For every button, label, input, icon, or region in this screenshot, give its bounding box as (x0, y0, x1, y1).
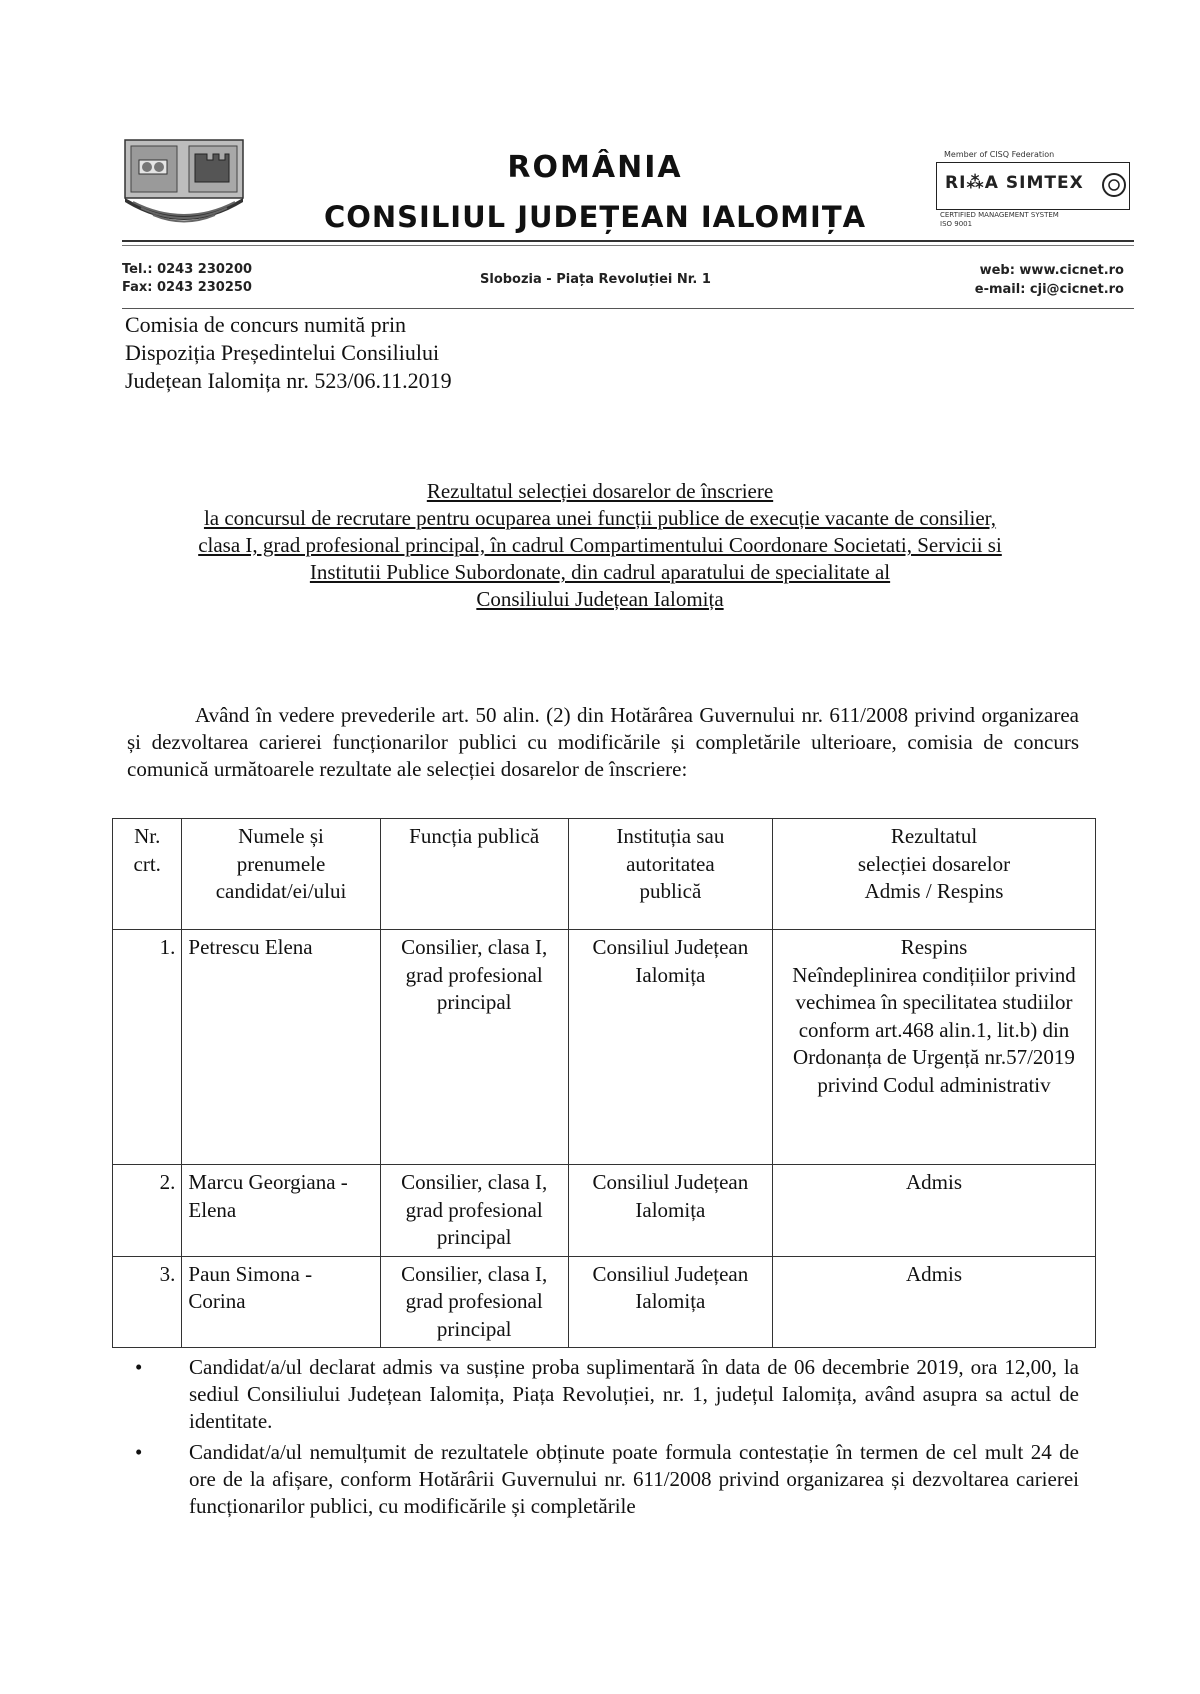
letterhead-country: ROMÂNIA (507, 150, 683, 185)
title-line-5: Consiliului Județean Ialomița (476, 587, 724, 611)
committee-line-1: Comisia de concurs numită prin (125, 312, 407, 337)
letterhead-divider (122, 240, 1134, 242)
contact-divider (122, 308, 1134, 309)
cell-nr: 3. (113, 1256, 182, 1348)
header-function (380, 819, 568, 930)
header-institution-line-1: Instituția sau (616, 824, 725, 848)
cell-institution: Consiliul Județean Ialomița (568, 930, 772, 1165)
header-institution (568, 819, 772, 930)
cell-function: Consilier, clasa I, grad profesional principal (380, 1256, 568, 1348)
contact-email: e-mail: cji@cicnet.ro (974, 282, 1124, 297)
committee-line-2: Dispoziția Președintelui Consiliului (125, 340, 440, 365)
cert-brand-text: RI⁂A SIMTEX (945, 173, 1084, 193)
header-result (773, 819, 1096, 930)
contact-fax: Fax: 0243 230250 (122, 280, 252, 295)
result-status: Admis (905, 1170, 962, 1194)
header-name-line-3: candidat/ei/ului (215, 879, 347, 903)
letterhead-divider-thin (122, 245, 1134, 246)
title-line-2: la concursul de recrutare pentru ocuparea unei funcții publice de execuție vacante de consilier, (203, 506, 997, 530)
header-function-text: Funcția publică (409, 824, 540, 848)
title-line-4: Institutii Publice Subordonate, din cadrul aparatului de specialitate al (309, 560, 891, 584)
contact-phone: Tel.: 0243 230200 (122, 262, 253, 277)
header-nr-line-1: Nr. (134, 824, 161, 848)
cell-candidate-name: Paun Simona - Corina (182, 1256, 380, 1348)
cell-result (773, 930, 1096, 1165)
cert-iso-text: ISO 9001 (940, 220, 973, 228)
header-nr-line-2: crt. (133, 851, 161, 876)
header-result-line-1: Rezultatul (890, 824, 978, 848)
header-result-line-2: selecției dosarelor (857, 851, 1011, 876)
committee-line-3: Județean Ialomița nr. 523/06.11.2019 (125, 368, 452, 393)
letterhead-council-name: CONSILIUL JUDEȚEAN IALOMIȚA (323, 200, 867, 234)
certification-badge (936, 150, 1132, 234)
cell-institution: Consiliul Județean Ialomița (568, 1256, 772, 1348)
county-coat-of-arms-logo (123, 138, 245, 230)
cell-function: Consilier, clasa I, grad profesional principal (380, 1165, 568, 1257)
cell-result (773, 1256, 1096, 1348)
bullet-icon: • (135, 1355, 143, 1379)
note-text: Candidat/a/ul declarat admis va susține proba suplimentară în data de 06 decembrie 2019, ora 12,00, la sediul Consiliului Județean Ialomița, Piața Revoluției, nr. 1, județul Ialomița, având asupra sa actul de identitate. (189, 1355, 1079, 1433)
header-institution-line-3: publică (639, 879, 702, 903)
table-row (113, 1256, 1096, 1348)
table-header-row (113, 819, 1096, 930)
table-row (113, 930, 1096, 1165)
intro-paragraph (127, 702, 1079, 783)
cell-nr: 1. (113, 930, 182, 1165)
result-status: Respins (900, 935, 968, 959)
table-row (113, 1165, 1096, 1257)
document-title (120, 478, 1080, 613)
list-item (127, 1354, 1079, 1435)
note-text: Candidat/a/ul nemulțumit de rezultatele obținute poate formula contestație în termen de cel mult 24 de ore de la afișare, conform Hotărârii Guvernului nr. 611/2008 privind organizarea și dezvoltarea carierei funcționarilor publici, cu modificările și completările (189, 1440, 1079, 1518)
cert-member-text: Member of CISQ Federation (944, 150, 1055, 159)
header-nr (113, 819, 182, 930)
cell-result (773, 1165, 1096, 1257)
cell-institution: Consiliul Județean Ialomița (568, 1165, 772, 1257)
header-name-line-2: prenumele (236, 851, 326, 876)
contact-web: web: www.cicnet.ro (979, 263, 1124, 278)
list-item (127, 1439, 1079, 1520)
header-name-line-1: Numele și (238, 824, 324, 848)
cell-candidate-name: Petrescu Elena (182, 930, 380, 1165)
cell-candidate-name: Marcu Georgiana - Elena (182, 1165, 380, 1257)
header-name (182, 819, 380, 930)
cell-function: Consilier, clasa I, grad profesional principal (380, 930, 568, 1165)
cert-system-text: CERTIFIED MANAGEMENT SYSTEM (940, 211, 1059, 219)
cell-nr: 2. (113, 1165, 182, 1257)
committee-reference (125, 311, 452, 395)
title-line-1: Rezultatul selecției dosarelor de înscriere (426, 479, 774, 503)
results-table (112, 818, 1096, 1348)
cert-box (936, 162, 1130, 210)
intro-text: Având în vedere prevederile art. 50 alin. (2) din Hotărârea Guvernului nr. 611/2008 privind organizarea și dezvoltarea carierei funcționarilor publici cu modificările și completările ulterioare, comisia de concurs comunică următoarele rezultate ale selecției dosarelor de înscriere: (127, 703, 1079, 781)
result-status: Admis (905, 1261, 962, 1286)
contact-address: Slobozia - Piața Revoluției Nr. 1 (480, 272, 711, 287)
header-result-line-3: Admis / Respins (864, 879, 1004, 903)
notes-list (127, 1354, 1079, 1524)
certification-seal-icon (1101, 172, 1127, 198)
result-reason: Neîndeplinirea condițiilor privind vechimea în specilitatea studiilor conform art.468 alin.1, lit.b) din Ordonanța de Urgență nr.57/2019 privind Codul administrativ (792, 962, 1076, 1097)
bullet-icon: • (135, 1440, 143, 1464)
title-line-3: clasa I, grad profesional principal, în cadrul Compartimentului Coordonare Societati, Servicii si (198, 533, 1002, 557)
header-institution-line-2: autoritatea (626, 851, 715, 876)
